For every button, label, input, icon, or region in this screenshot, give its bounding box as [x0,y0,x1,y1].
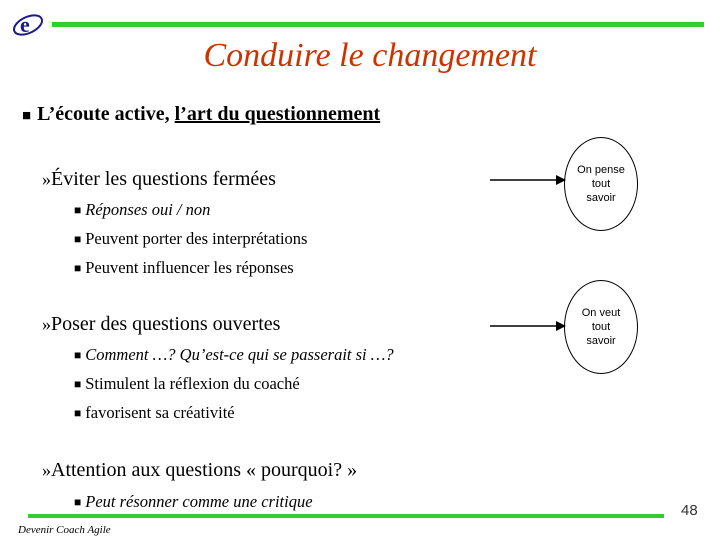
chevron-icon: » [42,460,51,480]
section-2-item-3: ■ favorisent sa créativité [74,403,235,422]
section-1-item-2: ■ Peuvent porter des interprétations [74,229,308,248]
callout-oval-2: On veut tout savoir [564,280,638,374]
footer-text: Devenir Coach Agile [18,524,111,536]
bullet-icon: ■ [74,348,82,362]
top-bar [52,22,704,27]
section-heading [22,103,380,126]
chevron-icon: » [42,169,51,189]
bullet-icon: ■ [74,232,82,246]
heading-underlined: l’art du questionnement [174,103,381,125]
arrow-icon [488,172,568,188]
section-3-item-1: ■ Peut résonner comme une critique [74,492,313,511]
bottom-bar [28,514,664,518]
section-1-label: »Éviter les questions fermées [42,168,276,190]
page-number: 48 [681,502,698,519]
bullet-icon: ■ [22,108,32,124]
svg-text:e: e [20,12,30,37]
slide-title: Conduire le changement [203,37,537,74]
callout-oval-1: On pense tout savoir [564,137,638,231]
section-1-item-1: ■ Réponses oui / non [74,200,211,219]
section-2-item-1: ■ Comment …? Qu’est-ce qui se passerait si …? [74,345,394,364]
bullet-icon: ■ [74,406,82,420]
bullet-icon: ■ [74,203,82,217]
bullet-icon: ■ [74,261,82,275]
bullet-icon: ■ [74,377,82,391]
section-3-label: »Attention aux questions « pourquoi? » [42,459,358,481]
bullet-icon: ■ [74,495,82,509]
section-2-label: »Poser des questions ouvertes [42,313,281,335]
section-1-item-3: ■ Peuvent influencer les réponses [74,258,294,277]
chevron-icon: » [42,314,51,334]
heading-plain: L’écoute active, [37,103,175,125]
section-2-item-2: ■ Stimulent la réflexion du coaché [74,374,300,393]
arrow-icon [488,318,568,334]
